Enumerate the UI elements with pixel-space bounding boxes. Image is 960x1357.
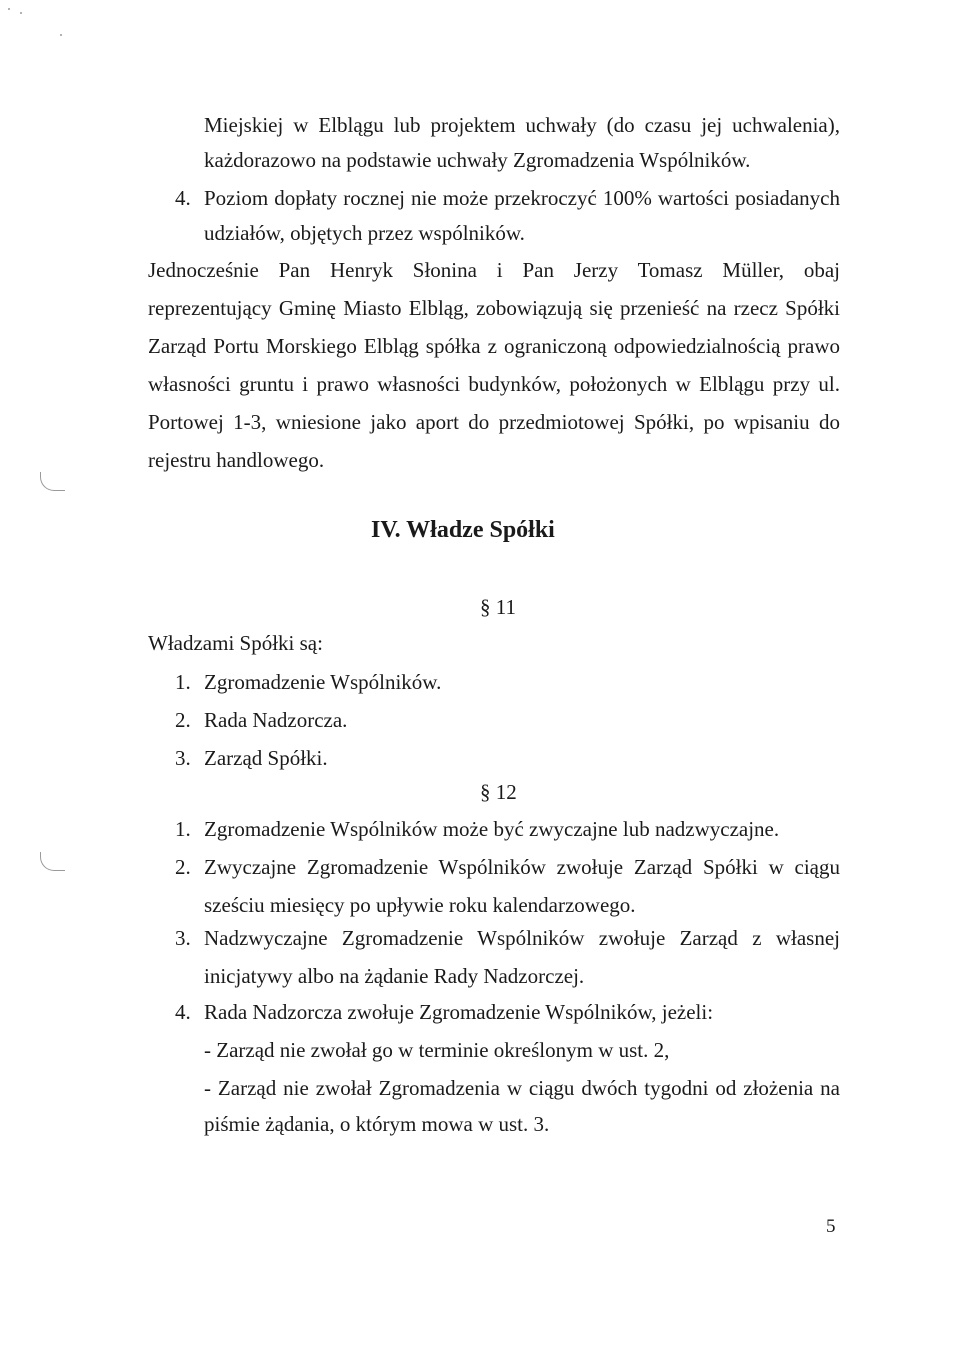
item-number: 2. (175, 708, 191, 732)
section-12-item-3-line-1: Nadzwyczajne Zgromadzenie Wspólników zwołuje Zarząd z własnej (204, 926, 840, 950)
section-11-item-1: Zgromadzenie Wspólników. (204, 670, 442, 694)
section-12-item-4-dash-2-line-2: piśmie żądania, o którym mowa w ust. 3. (204, 1112, 550, 1136)
section-12-item-4-dash-1: - Zarząd nie zwołał go w terminie określonym w ust. 2, (204, 1038, 670, 1062)
paragraph-line-2: reprezentujący Gminę Miasto Elbląg, zobowiązują się przenieść na rzecz Spółki (148, 296, 840, 320)
section-12-item-4: Rada Nadzorcza zwołuje Zgromadzenie Wspólników, jeżeli: (204, 1000, 714, 1024)
item-number: 3. (175, 926, 191, 950)
paragraph-line-1: Jednocześnie Pan Henryk Słonina i Pan Jerzy Tomasz Müller, obaj (148, 258, 840, 282)
section-heading: IV. Władze Spółki (371, 517, 555, 543)
scan-speck (60, 34, 62, 36)
section-12-item-2-line-2: sześciu miesięcy po upływie roku kalendarzowego. (204, 893, 636, 917)
carryover-line-1: Miejskiej w Elblągu lub projektem uchwały (do czasu jej uchwalenia), (204, 113, 840, 137)
section-11-title: § 11 (480, 595, 516, 619)
item-number: 4. (175, 1000, 191, 1024)
item-number: 1. (175, 817, 191, 841)
section-11-item-3: Zarząd Spółki. (204, 746, 328, 770)
item4-line-1: Poziom dopłaty rocznej nie może przekroczyć 100% wartości posiadanych (204, 186, 840, 210)
item-number: 3. (175, 746, 191, 770)
section-11-intro: Władzami Spółki są: (148, 631, 323, 655)
carryover-line-2: każdorazowo na podstawie uchwały Zgromadzenia Wspólników. (204, 148, 751, 172)
paragraph-line-5: Portowej 1-3, wniesione jako aport do przedmiotowej Spółki, po wpisaniu do (148, 410, 840, 434)
scan-speck (8, 8, 10, 10)
item4-line-2: udziałów, objętych przez wspólników. (204, 221, 525, 245)
section-12-item-4-dash-2-line-1: - Zarząd nie zwołał Zgromadzenia w ciągu dwóch tygodni od złożenia na (204, 1076, 840, 1100)
section-12-item-2-line-1: Zwyczajne Zgromadzenie Wspólników zwołuje Zarząd Spółki w ciągu (204, 855, 840, 879)
item-number: 4. (175, 186, 191, 210)
item-number: 2. (175, 855, 191, 879)
section-12-item-1: Zgromadzenie Wspólników może być zwyczajne lub nadzwyczajne. (204, 817, 780, 841)
scan-speck (20, 12, 22, 14)
section-11-item-2: Rada Nadzorcza. (204, 708, 348, 732)
item-number: 1. (175, 670, 191, 694)
punch-hole-mark-top (40, 472, 65, 491)
section-12-title: § 12 (480, 780, 517, 804)
paragraph-line-6: rejestru handlowego. (148, 448, 325, 472)
paragraph-line-3: Zarząd Portu Morskiego Elbląg spółka z ograniczoną odpowiedzialnością prawo (148, 334, 840, 358)
page-number: 5 (826, 1216, 836, 1237)
paragraph-line-4: własności gruntu i prawo własności budynków, położonych w Elblągu przy ul. (148, 372, 840, 396)
section-12-item-3-line-2: inicjatywy albo na żądanie Rady Nadzorczej. (204, 964, 585, 988)
punch-hole-mark-bottom (40, 852, 65, 871)
